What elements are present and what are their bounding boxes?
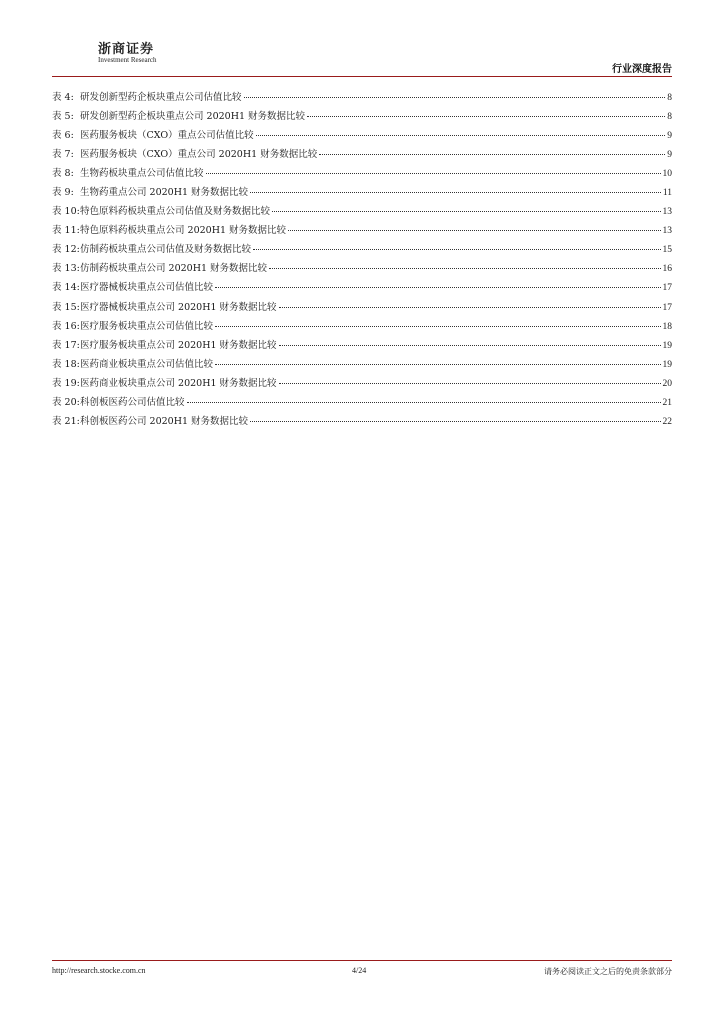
toc-entry-title: 仿制药板块重点公司 2020H1 财务数据比较 — [80, 263, 268, 275]
toc-entry-title: 特色原料药板块重点公司 2020H1 财务数据比较 — [80, 225, 287, 237]
company-logo-cn: 浙商证券 — [98, 42, 155, 57]
toc-entry-label — [52, 279, 213, 293]
toc-entry-title: 医疗服务板块重点公司估值比较 — [80, 320, 214, 332]
toc-entry-title: 医疗器械板块重点公司估值比较 — [80, 282, 214, 294]
table-of-tables — [52, 89, 672, 432]
page-footer — [52, 966, 672, 980]
toc-entry-page: 21 — [662, 397, 672, 408]
toc-entry-page: 15 — [662, 245, 672, 256]
toc-entry-label — [52, 318, 213, 332]
toc-entry-title: 医疗服务板块重点公司 2020H1 财务数据比较 — [80, 339, 277, 351]
toc-leader-dots — [215, 363, 660, 365]
toc-leader-dots — [244, 96, 666, 98]
toc-entry-label — [52, 337, 277, 351]
toc-entry-label — [52, 299, 277, 313]
toc-entry-number: 表 8: — [52, 168, 74, 180]
toc-entry-title: 研发创新型药企板块重点公司 2020H1 财务数据比较 — [80, 111, 306, 123]
toc-entry-title: 生物药重点公司 2020H1 财务数据比较 — [80, 187, 249, 199]
toc-entry[interactable] — [52, 165, 672, 184]
toc-entry[interactable] — [52, 356, 672, 375]
toc-leader-dots — [215, 325, 660, 327]
toc-entry-label — [52, 375, 277, 389]
toc-entry[interactable] — [52, 260, 672, 279]
toc-entry-page: 16 — [662, 264, 672, 275]
toc-leader-dots — [288, 229, 660, 231]
toc-entry[interactable] — [52, 89, 672, 108]
toc-entry-title: 研发创新型药企板块重点公司估值比较 — [80, 92, 242, 103]
company-logo-en: Investment Research — [98, 56, 157, 64]
toc-leader-dots — [272, 210, 660, 212]
toc-entry[interactable] — [52, 279, 672, 298]
toc-entry-label — [52, 356, 213, 370]
toc-leader-dots — [187, 401, 661, 403]
toc-entry[interactable] — [52, 394, 672, 413]
toc-entry-page: 13 — [662, 207, 672, 218]
toc-entry-page: 10 — [662, 169, 672, 180]
toc-entry-number: 表 11: — [52, 225, 80, 237]
toc-leader-dots — [279, 344, 661, 346]
toc-leader-dots — [250, 420, 660, 422]
toc-entry[interactable] — [52, 241, 672, 260]
toc-entry-title: 医药商业板块重点公司估值比较 — [80, 358, 214, 370]
toc-entry-label — [52, 89, 242, 103]
toc-entry[interactable] — [52, 146, 672, 165]
toc-leader-dots — [279, 382, 661, 384]
page-header — [52, 38, 672, 76]
toc-entry[interactable] — [52, 108, 672, 127]
toc-entry-page: 17 — [662, 302, 672, 313]
toc-entry-label — [52, 184, 248, 198]
toc-entry[interactable] — [52, 375, 672, 394]
toc-entry-title: 特色原料药板块重点公司估值及财务数据比较 — [80, 206, 271, 218]
toc-entry-title: 医药商业板块重点公司 2020H1 财务数据比较 — [80, 377, 277, 389]
toc-leader-dots — [279, 306, 661, 308]
toc-entry-number: 表 15: — [52, 301, 80, 313]
toc-entry-label — [52, 165, 204, 179]
toc-entry-title: 仿制药板块重点公司估值及财务数据比较 — [80, 244, 252, 256]
toc-leader-dots — [307, 115, 665, 117]
page-number: 4/24 — [352, 966, 367, 975]
toc-entry-page: 20 — [662, 378, 672, 389]
toc-entry-title: 科创板医药公司估值比较 — [80, 396, 185, 408]
toc-entry-page: 11 — [662, 188, 672, 199]
toc-entry-page: 9 — [667, 131, 672, 142]
toc-leader-dots — [206, 172, 661, 174]
toc-entry-page: 19 — [662, 340, 672, 351]
toc-entry-label — [52, 203, 270, 217]
toc-leader-dots — [319, 153, 665, 155]
toc-leader-dots — [250, 191, 661, 193]
toc-entry-label — [52, 146, 317, 160]
toc-entry-label — [52, 222, 286, 236]
toc-leader-dots — [256, 134, 666, 136]
toc-entry-number: 表 19: — [52, 377, 80, 389]
toc-entry-title: 科创板医药公司 2020H1 财务数据比较 — [80, 415, 249, 427]
toc-entry-number: 表 12: — [52, 244, 80, 256]
toc-leader-dots — [253, 248, 660, 250]
toc-entry-label — [52, 127, 254, 141]
toc-entry-number: 表 20: — [52, 396, 80, 408]
toc-entry-number: 表 21: — [52, 415, 80, 427]
toc-entry-label — [52, 413, 248, 427]
toc-entry-number: 表 13: — [52, 263, 80, 275]
toc-entry-label — [52, 108, 305, 122]
toc-entry[interactable] — [52, 413, 672, 432]
toc-entry-number: 表 9: — [52, 187, 74, 199]
toc-entry[interactable] — [52, 222, 672, 241]
toc-entry[interactable] — [52, 318, 672, 337]
toc-entry[interactable] — [52, 184, 672, 203]
toc-entry-label — [52, 260, 267, 274]
toc-entry-number: 表 4: — [52, 92, 74, 103]
report-type-label: 行业深度报告 — [612, 64, 672, 75]
toc-entry[interactable] — [52, 337, 672, 356]
toc-entry-number: 表 16: — [52, 320, 80, 332]
toc-entry-number: 表 7: — [52, 149, 74, 161]
toc-entry-page: 9 — [667, 150, 672, 161]
toc-entry-number: 表 14: — [52, 282, 80, 294]
toc-entry[interactable] — [52, 299, 672, 318]
toc-entry-page: 18 — [662, 321, 672, 332]
toc-entry[interactable] — [52, 127, 672, 146]
disclaimer-text: 请务必阅读正文之后的免责条款部分 — [544, 967, 672, 976]
toc-entry-page: 22 — [662, 416, 672, 427]
toc-entry-title: 医药服务板块（CXO）重点公司估值比较 — [80, 130, 254, 142]
toc-entry-number: 表 6: — [52, 130, 74, 142]
toc-entry-title: 生物药板块重点公司估值比较 — [80, 168, 204, 180]
toc-entry-number: 表 18: — [52, 358, 80, 370]
header-divider — [52, 76, 672, 77]
toc-entry-title: 医疗器械板块重点公司 2020H1 财务数据比较 — [80, 301, 277, 313]
toc-entry-page: 13 — [662, 226, 672, 237]
toc-entry-number: 表 10: — [52, 206, 80, 218]
toc-entry-label — [52, 394, 185, 408]
footer-divider — [52, 960, 672, 961]
toc-entry-number: 表 5: — [52, 111, 74, 123]
toc-entry-page: 19 — [662, 359, 672, 370]
toc-entry-page: 8 — [667, 112, 672, 123]
toc-entry-label — [52, 241, 251, 255]
toc-entry[interactable] — [52, 203, 672, 222]
toc-entry-page: 17 — [662, 283, 672, 294]
toc-entry-number: 表 17: — [52, 339, 80, 351]
toc-entry-title: 医药服务板块（CXO）重点公司 2020H1 财务数据比较 — [80, 149, 318, 161]
footer-url[interactable]: http://research.stocke.com.cn — [52, 966, 146, 975]
toc-leader-dots — [269, 267, 660, 269]
toc-leader-dots — [215, 286, 660, 288]
toc-entry-page: 8 — [667, 93, 672, 103]
